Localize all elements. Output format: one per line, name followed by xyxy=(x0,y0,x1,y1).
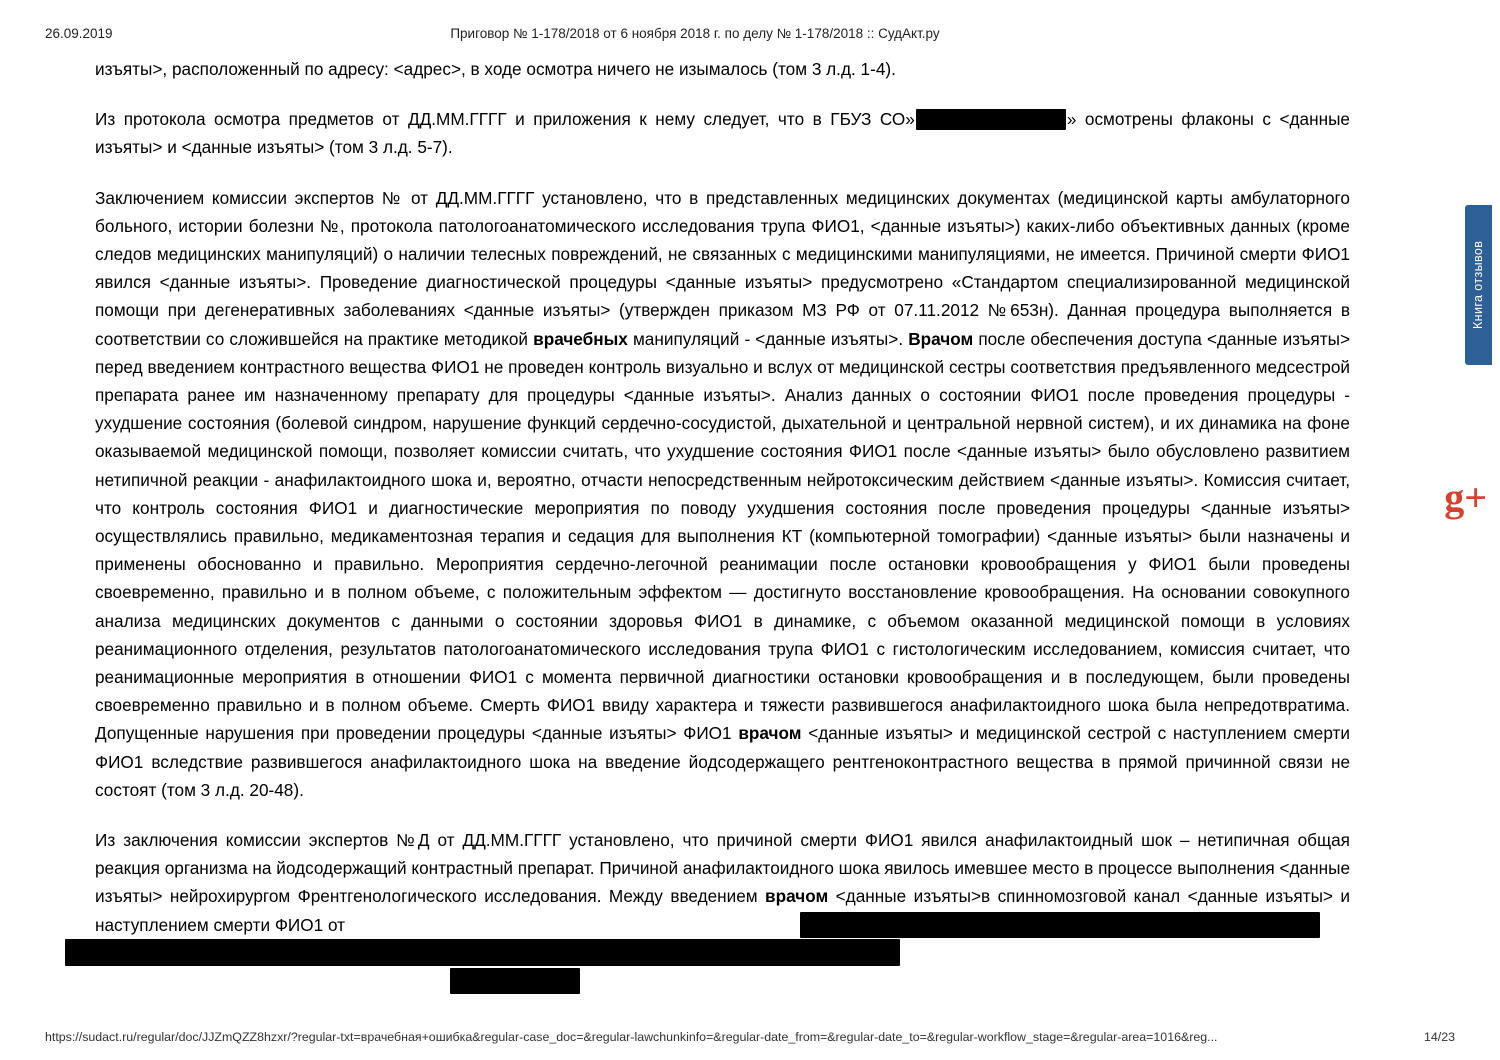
footer-page-number: 14/23 xyxy=(1423,1030,1455,1044)
page-footer xyxy=(0,1030,1500,1046)
feedback-book-tab-label: Книга отзывов xyxy=(1471,240,1485,330)
redaction-bar-3 xyxy=(65,939,900,966)
header-date: 26.09.2019 xyxy=(45,26,113,41)
paragraph-4-bold-1: врачом xyxy=(765,886,829,907)
paragraph-3-bold-2: Врачом xyxy=(908,328,974,349)
redaction-bar-inline xyxy=(916,109,1066,130)
paragraph-2-text-part-1: Из протокола осмотра предметов от ДД.ММ.ГГГГ и приложения к нему следует, что в ГБУЗ СО» xyxy=(95,109,915,130)
paragraph-4-text-part-1: Из заключения комиссии экспертов №Д от ДД.ММ.ГГГГ установлено, что причиной смерти ФИО1 явился анафилактоидный шок – нетипичная общая реакция организма на йодсодержащий контрастный препарат. Причиной анафилактоидного шока явилось имевшее место в процессе выполнения <данные изъяты> нейрохирургом Ф xyxy=(95,830,1350,907)
paragraph-2-text-part-2: » осмотрены флаконы с <данные изъяты> и <данные изъяты> (том 3 л.д. 5-7). xyxy=(95,109,1350,158)
paragraph-3 xyxy=(95,184,1350,804)
paragraph-3-text-part-3: после обеспечения доступа <данные изъяты> перед введением контрастного вещества ФИО1 не проведен контроль визуально и вслух от медицинской сестры соответствия предъявленного медсестрой препарата ранее им назначенному препарату для процедуры <данные изъяты>. Анализ данных о состоянии ФИО1 после проведения процедуры - ухудшение состояния (болевой синдром, нарушение функций сердечно-сосудистой, дыхательной и центральной нервной систем), и их динамика на фоне оказываемой медицинской помощи, позволяет комиссии считать, что ухудшение состояния ФИО1 после <данные изъяты> было обусловлено развитием нетипичной реакции - анафилактоидного шока и, вероятно, отчасти непосредственным нейротоксическим действием <данные изъяты>. Комиссия считает, что контроль состояния ФИО1 и диагностические мероприятия по поводу ухудшения состояния после проведения процедуры <данные изъяты> осуществлялись правильно, медикаментозная терапия и седация для выполнения КТ (компьютерной томографии) <данные изъяты> были назначены и применены обоснованно и правильно. Мероприятия сердечно-легочной реанимации после остановки кровообращения у ФИО1 были проведены своевременно, правильно и в полном объеме, с положительным эффектом — достигнуто восстановление кровообращения. На основании совокупного анализа медицинских документов с данными о состоянии здоровья ФИО1 в динамике, с объемом оказанной медицинской помощи в условиях реанимационного отделения, результатов патологоанатомического исследования трупа ФИО1 с гистологическим исследованием, комиссия считает, что реанимационные мероприятия в отношении ФИО1 с момента первичной диагностики остановки кровообращения и в последующем, были проведены своевременно правильно и в полном объеме. Смерть ФИО1 ввиду характера и тяжести развившегося анафилактоидного шока была непредотвратима. Допущенные нарушения при проведении процедуры <данные изъяты> ФИО1 xyxy=(95,328,1350,744)
redaction-bar-2 xyxy=(800,912,1320,938)
paragraph-2 xyxy=(95,105,1350,161)
document-body xyxy=(95,55,1350,961)
page-header xyxy=(0,26,1500,42)
paragraph-3-bold-3: врачом xyxy=(738,723,802,744)
feedback-book-tab[interactable] xyxy=(1465,205,1492,365)
footer-url[interactable]: https://sudact.ru/regular/doc/JJZmQZZ8hzxr/?regular-txt=врачебная+ошибка&regular-case_doc=&regular-lawchunkinfo=&regular-date_from=&regular-date_to=&regular-workflow_stage=&regular-area=1016&reg... xyxy=(45,1030,1218,1044)
paragraph-3-text-part-2: манипуляций - <данные изъяты>. xyxy=(627,328,909,349)
redaction-bar-4 xyxy=(450,968,580,994)
paragraph-3-text-part-4: <данные изъяты> и медицинской сестрой с наступлением смерти ФИО1 вследствие развившегося анафилактоидного шока на введение йодсодержащего рентгеноконтрастного вещества в прямой причинной связи не состоят (том 3 л.д. 20-48). xyxy=(95,723,1350,800)
paragraph-1 xyxy=(95,55,1350,83)
paragraph-4-text-part-3: <данные изъяты> xyxy=(828,886,982,907)
header-title: Приговор № 1-178/2018 от 6 ноября 2018 г. по делу № 1-178/2018 :: СудАкт.ру xyxy=(450,26,940,41)
paragraph-3-bold-1: врачебных xyxy=(533,328,628,349)
google-plus-icon[interactable]: g+ xyxy=(1444,475,1487,520)
paragraph-3-text-part-1: Заключением комиссии экспертов № от ДД.ММ.ГГГГ установлено, что в представленных медицинских документах (медицинской карты амбулаторного больного, истории болезни №, протокола патологоанатомического исследования трупа ФИО1, <данные изъяты>) каких-либо объективных данных (кроме следов медицинских манипуляций) о наличии телесных повреждений, не связанных с медицинскими манипуляциями, не имеется. Причиной смерти ФИО1 явился <данные изъяты>. Проведение диагностической процедуры <данные изъяты> предусмотрено «Стандартом специализированной медицинской помощи при дегенеративных заболеваниях <данные изъяты> (утвержден приказом МЗ РФ от 07.11.2012 №653н). Данная процедура выполняется в соответствии со сложившейся на практике методикой xyxy=(95,187,1350,349)
paragraph-4-text-part-4: в спинномозговой канал <данные изъяты> и наступлением смерти ФИО1 от xyxy=(95,886,1350,935)
paragraph-1-text: изъяты>, расположенный по адресу: <адрес>, в ходе осмотра ничего не изымалось (том 3 л.д. 1-4). xyxy=(95,59,896,79)
paragraph-4-text-part-2: рентгенологического исследования. Между введением xyxy=(310,886,766,907)
